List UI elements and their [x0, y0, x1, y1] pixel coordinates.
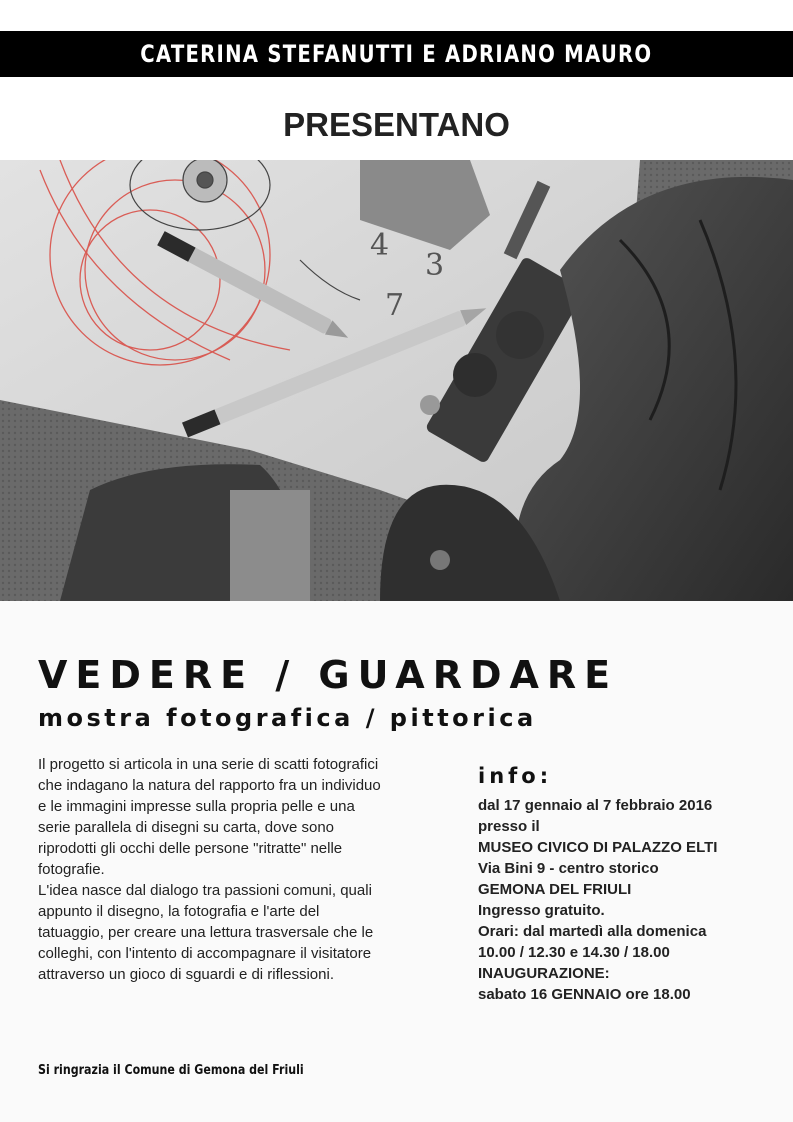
photo-illustration: [0, 160, 793, 601]
info-venue: MUSEO CIVICO DI PALAZZO ELTI: [478, 839, 718, 856]
acknowledgement-text: Si ringrazia il Comune di Gemona del Friuli: [38, 1063, 304, 1078]
presents-heading: PRESENTANO: [283, 106, 510, 143]
info-hours-times: 10.00 / 12.30 e 14.30 / 18.00: [478, 944, 670, 961]
info-dates: dal 17 gennaio al 7 febbraio 2016: [478, 797, 713, 814]
info-details: [478, 795, 778, 1005]
description-paragraph-2: L'idea nasce dal dialogo tra passioni comuni, quali appunto il disegno, la fotografia e l'arte del tatuaggio, per creare una lettura trasversale che le colleghi, con l'intento di accompagnare il visitatore attraverso un gioco di sguardi e di riflessioni.: [38, 882, 374, 983]
description-paragraph-1: Il progetto si articola in una serie di scatti fotografici che indagano la natura del rapporto fra un individuo e le immagini impresse sulla propria pelle e una serie parallela di disegni su carta, dove sono riprodotti gli occhi delle persone "ritratte" nelle fotografie.: [38, 756, 381, 878]
acknowledgement: [38, 1063, 351, 1078]
exhibition-subtitle: mostra fotografica / pittorica: [38, 704, 537, 732]
info-opening-label: INAUGURAZIONE:: [478, 965, 610, 982]
presenters-banner: [0, 31, 793, 77]
info-opening-date: sabato 16 GENNAIO ore 18.00: [478, 986, 691, 1003]
info-address: Via Bini 9 - centro storico: [478, 860, 659, 877]
number-3: 3: [425, 248, 445, 283]
info-hours-days: Orari: dal martedì alla domenica: [478, 923, 707, 940]
number-4: 4: [370, 228, 390, 263]
exhibition-photo: [0, 160, 793, 601]
info-city: GEMONA DEL FRIULI: [478, 881, 632, 898]
info-heading: info:: [478, 764, 553, 788]
info-presso: presso il: [478, 818, 540, 835]
number-7: 7: [385, 288, 405, 323]
project-description: [38, 754, 388, 985]
info-admission: Ingresso gratuito.: [478, 902, 605, 919]
presenters-text: CATERINA STEFANUTTI E ADRIANO MAURO: [140, 40, 653, 68]
exhibition-title: VEDERE / GUARDARE: [38, 653, 619, 697]
